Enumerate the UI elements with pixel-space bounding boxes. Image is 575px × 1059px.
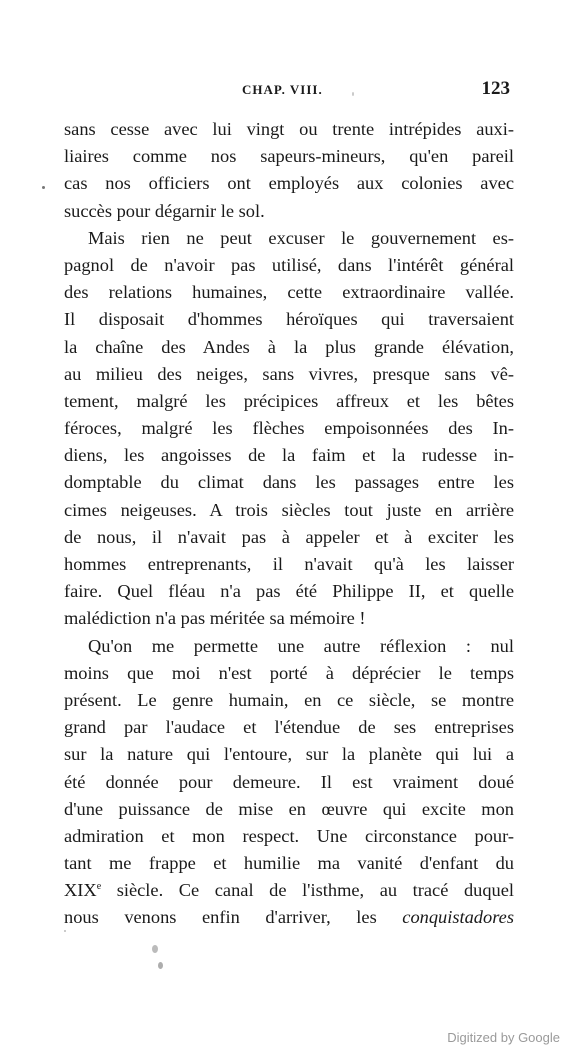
text-line: [64, 904, 514, 931]
body-text: [64, 116, 514, 932]
text-segment: siècle. Ce canal de l'isthme, au tracé duquel: [101, 880, 514, 901]
text-line: admiration et mon respect. Une circonstance pour-: [64, 825, 514, 846]
page-header: [64, 78, 516, 104]
text-line: moins que moi n'est porté à déprécier le temps: [64, 662, 514, 683]
text-line: présent. Le genre humain, en ce siècle, se montre: [64, 689, 514, 710]
text-line: au milieu des neiges, sans vivres, presque sans vê-: [64, 363, 514, 384]
text-line: Il disposait d'hommes héroïques qui traversaient: [64, 309, 514, 330]
superscript-e: e: [96, 881, 102, 893]
text-line: été donnée pour demeure. Il est vraiment doué: [64, 771, 514, 792]
text-line: sur la nature qui l'entoure, sur la planète qui lui a: [64, 744, 514, 765]
text-line: tant me frappe et humilie ma vanité d'enfant du: [64, 853, 514, 874]
paragraph-first-line: Qu'on me permette une autre réflexion : nul: [88, 635, 514, 656]
text-line: sans cesse avec lui vingt ou trente intrépides auxi-: [64, 119, 514, 139]
text-line: féroces, malgré les flèches empoisonnées des In-: [64, 418, 514, 439]
text-line: [64, 877, 514, 904]
running-title: CHAP. VIII.: [242, 82, 323, 97]
text-line: des relations humaines, cette extraordinaire vallée.: [64, 282, 514, 303]
text-line: faire. Quel fléau n'a pas été Philippe II, et quelle: [64, 581, 514, 602]
ink-speck: [64, 930, 66, 932]
text-line: diens, les angoisses de la faim et la rudesse in-: [64, 445, 514, 466]
text-line: cas nos officiers ont employés aux colonies avec: [64, 173, 514, 194]
text-line: de nous, il n'avait pas à appeler et à exciter les: [64, 526, 514, 547]
text-line: malédiction n'a pas méritée sa mémoire !: [64, 608, 366, 629]
text-line: d'une puissance de mise en œuvre qui excite mon: [64, 798, 514, 819]
ink-speck: [42, 186, 45, 189]
text-line: domptable du climat dans les passages entre les: [64, 472, 514, 493]
text-segment: nous venons enfin d'arriver, les: [64, 907, 403, 928]
text-line: la chaîne des Andes à la plus grande élévation,: [64, 336, 514, 357]
century-numeral: XIX: [64, 880, 97, 901]
digitization-watermark: Digitized by Google: [447, 1030, 560, 1045]
text-line: pagnol de n'avoir pas utilisé, dans l'intérêt général: [64, 254, 514, 275]
italic-word: conquistadores: [402, 907, 514, 928]
text-line: cimes neigeuses. A trois siècles tout juste en arrière: [64, 499, 514, 520]
text-line: grand par l'audace et l'étendue de ses entreprises: [64, 717, 514, 738]
page-number: 123: [481, 78, 510, 99]
text-line: tement, malgré les précipices affreux et les bêtes: [64, 390, 514, 411]
ink-speck: [152, 945, 158, 953]
text-line: succès pour dégarnir le sol.: [64, 200, 265, 221]
paragraph-first-line: Mais rien ne peut excuser le gouvernement es-: [88, 227, 514, 248]
ink-speck: [352, 92, 354, 96]
ink-speck: [158, 962, 163, 969]
text-line: liaires comme nos sapeurs-mineurs, qu'en pareil: [64, 146, 514, 167]
text-line: hommes entreprenants, il n'avait qu'à les laisser: [64, 554, 514, 574]
